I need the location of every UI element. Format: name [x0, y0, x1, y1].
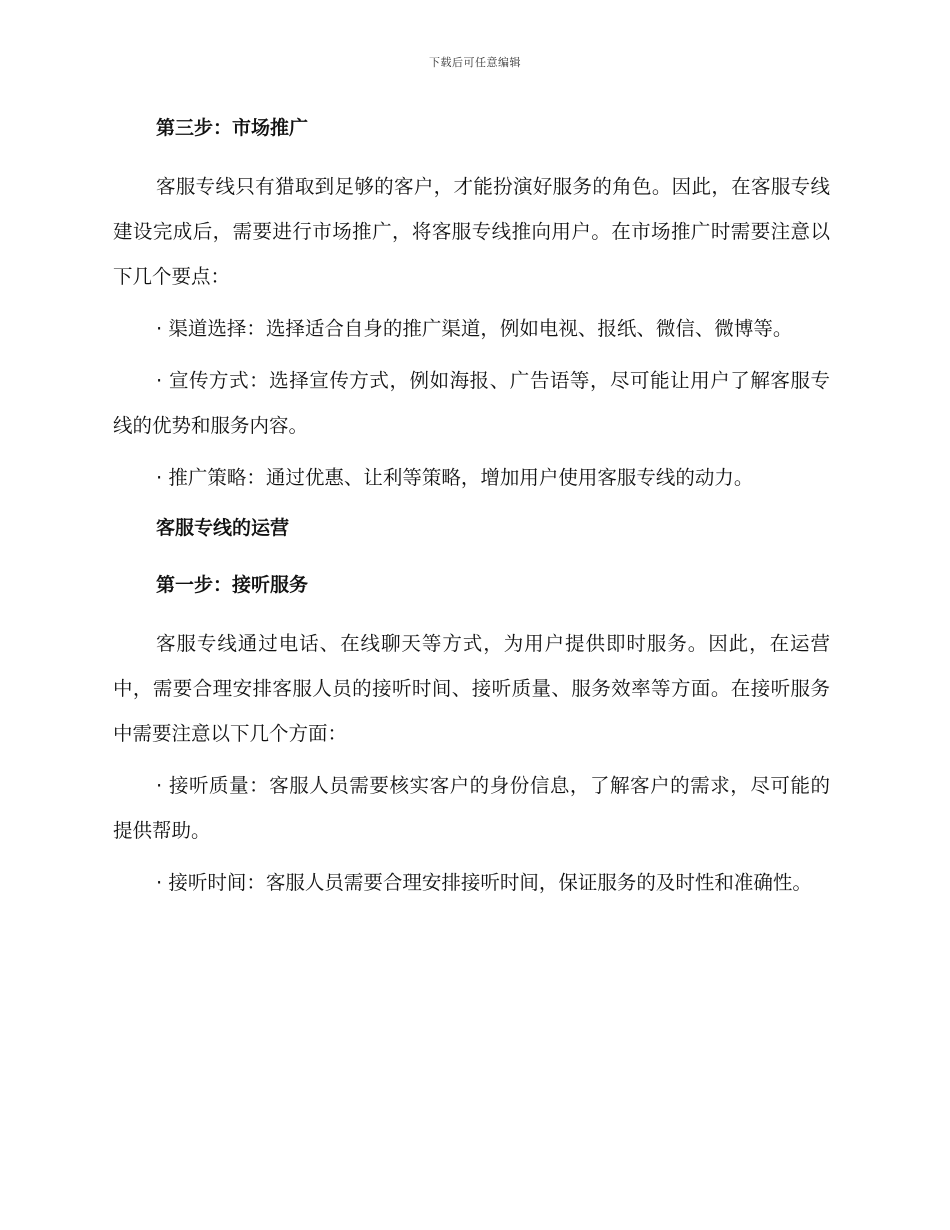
bullet-answer-time: · 接听时间：客服人员需要合理安排接听时间，保证服务的及时性和准确性。 [156, 871, 812, 894]
bullet-answer-quality: · 接听质量：客服人员需要核实客户的身份信息，了解客户的需求，尽可能的提供帮助。 [113, 774, 830, 842]
step3-intro-paragraph: 客服专线只有猎取到足够的客户，才能扮演好服务的角色。因此，在客服专线建设完成后，需要进行市场推广，将客服专线推向用户。在市场推广时需要注意以下几个要点： [113, 175, 830, 288]
page-header: 下载后可任意编辑 [429, 56, 521, 69]
step3-heading: 第三步：市场推广 [156, 117, 309, 139]
bullet-channel-selection: · 渠道选择：选择适合自身的推广渠道，例如电视、报纸、微信、微博等。 [156, 317, 793, 340]
bullet-promotion-strategy: · 推广策略：通过优惠、让利等策略，增加用户使用客服专线的动力。 [156, 466, 754, 489]
bullet-promotion-method: · 宣传方式：选择宣传方式，例如海报、广告语等，尽可能让用户了解客服专线的优势和服务内容。 [113, 369, 830, 437]
step1-heading: 第一步：接听服务 [156, 574, 309, 596]
document-body [113, 112, 830, 917]
operation-heading: 客服专线的运营 [156, 517, 290, 539]
step1-intro-paragraph: 客服专线通过电话、在线聊天等方式，为用户提供即时服务。因此，在运营中，需要合理安排客服人员的接听时间、接听质量、服务效率等方面。在接听服务中需要注意以下几个方面： [113, 632, 830, 745]
